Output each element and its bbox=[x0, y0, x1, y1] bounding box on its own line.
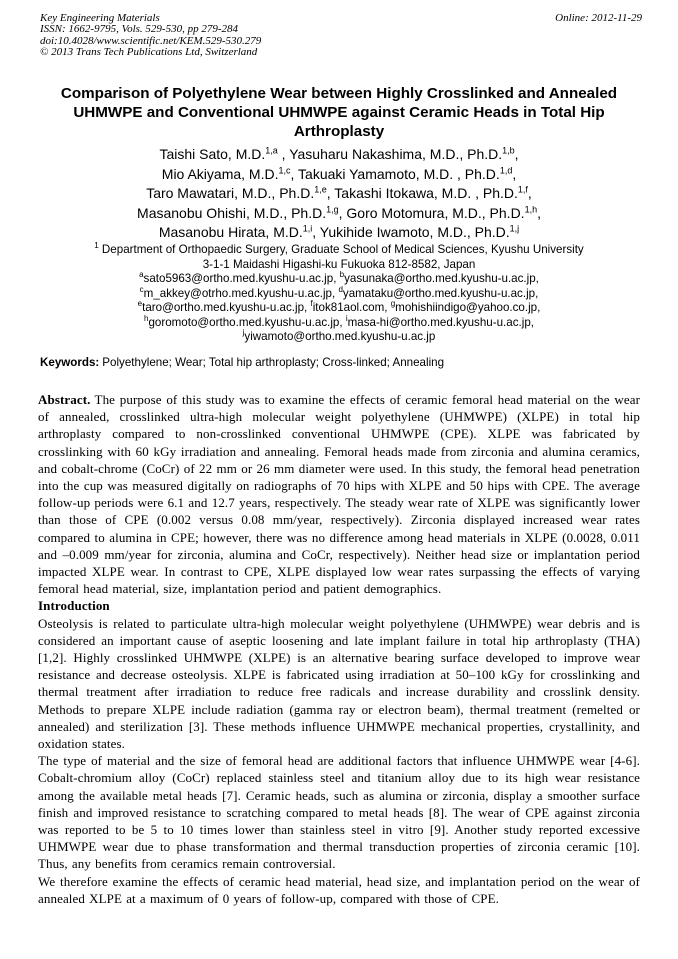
introduction-paragraph-2: The type of material and the size of femoral head are additional factors that influence UHMWPE wear [4-6]. Cobalt-chromium alloy (CoCr) replaced stainless steel and titanium alloy due to its high wear resistance among the available metal heads [7]. Ceramic heads, such as alumina or zirconia, display a smoother surface finish and improved resistance to scratching compared to metal heads [8]. The wear of CPE against zirconia was reported to be 5 to 10 times lower than stainless steel in vitro [9]. Another study reported excessive UHMWPE wear due to phase transformation and thermal transduction properties of zirconia ceramic [10]. Thus, any benefits from ceramics remain controversial. bbox=[38, 753, 640, 872]
abstract-label: Abstract. bbox=[38, 392, 91, 407]
section-heading-introduction: Introduction bbox=[38, 598, 110, 614]
copyright-line: © 2013 Trans Tech Publications Ltd, Switzerland bbox=[40, 45, 258, 58]
email-line: $^a$sato5963@ortho.med.kyushu-u.ac.jp, $^b$yasunaka@ortho.med.kyushu-u.ac.jp, bbox=[139, 270, 539, 285]
page-header bbox=[40, 13, 642, 58]
doi-line: doi:10.4028/www.scientific.net/KEM.529-530.279 bbox=[40, 34, 262, 47]
email-line: $^e$taro@ortho.med.kyushu-u.ac.jp, $^f$itok81aol.com, $^g$mohishiindigo@yahoo.co.jp, bbox=[137, 299, 541, 314]
email-line: $^h$goromoto@ortho.med.kyushu-u.ac.jp, $^i$masa-hi@ortho.med.kyushu-u.ac.jp, bbox=[143, 313, 534, 329]
article-body bbox=[38, 391, 640, 907]
paper-title: Comparison of Polyethylene Wear between Highly Crosslinked and Annealed UHMWPE and Conventional UHMWPE against Ceramic Heads in Total Hip Arthroplasty bbox=[60, 85, 618, 141]
keywords-text: Polyethylene; Wear; Total hip arthroplasty; Cross-linked; Annealing bbox=[102, 356, 445, 369]
author-line: Masanobu Ohishi, M.D., Ph.D.$^{1,g}$, Goro Motomura, M.D., Ph.D.$^{1,h}$, bbox=[137, 204, 541, 221]
keywords-label: Keywords: bbox=[40, 356, 100, 369]
author-line: Taishi Sato, M.D.$^{1,a}$ , Yasuharu Nakashima, M.D., Ph.D.$^{1,b}$, bbox=[159, 145, 519, 162]
online-date: Online: 2012-11-29 bbox=[555, 12, 642, 24]
issn-line: ISSN: 1662-9795, Vols. 529-530, pp 279-284 bbox=[40, 23, 238, 36]
author-list bbox=[30, 145, 648, 243]
keywords-line bbox=[40, 356, 642, 370]
journal-name: Key Engineering Materials bbox=[40, 12, 160, 24]
abstract-paragraph bbox=[38, 391, 640, 597]
author-line: Taro Mawatari, M.D., Ph.D.$^{1,e}$, Takashi Itokawa, M.D. , Ph.D.$^{1,f}$, bbox=[146, 184, 532, 202]
abstract-text: The purpose of this study was to examine the effects of ceramic femoral head material on the wear of annealed, crosslinked ultra-high molecular weight polyethylene (UHMWPE) (XLPE) in total hip arthroplasty compared to non-crosslinked conventional UHMWPE (CPE). XLPE was fabricated by crosslinking with 60 kGy irradiation and annealing. Femoral heads made from zirconia and alumina ceramics, and cobalt-chrome (CoCr) of 22 mm or 26 mm diameter were used. In this study, the femoral head penetration into the cup was measured digitally on radiographs of 70 hips with XLPE and 50 hips with CPE. The average follow-up periods were 6.1 and 12.7 years, respectively. The steady wear rate of XLPE was significantly lower than those of CPE (0.002 versus 0.08 mm/year, respectively). Zirconia displayed increased wear rates compared to alumina in CPE; however, there was no difference among head materials in XLPE (0.0028, 0.011 and –0.009 mm/year for zirconia, alumina and CoCr, respectively). Neither head size or implantation period impacted XLPE wear. In contrast to CPE, XLPE displayed low wear rates surpassing the effects of varying femoral head material, size, implantation period and patient demographics. bbox=[38, 392, 640, 597]
author-line: Masanobu Hirata, M.D.$^{1,i}$, Yukihide Iwamoto, M.D., Ph.D.$^{1,j}$ bbox=[158, 223, 520, 241]
header-left-block bbox=[40, 13, 261, 58]
email-line: $^j$yiwamoto@ortho.med.kyushu-u.ac.jp bbox=[242, 328, 436, 343]
email-line: $^c$m_akkey@otrho.med.kyushu-u.ac.jp, $^d$yamataku@ortho.med.kyushu-u.ac.jp, bbox=[139, 284, 539, 300]
affiliation-address-line: 3-1-1 Maidashi Higashi-ku Fukuoka 812-8582, Japan bbox=[202, 257, 476, 271]
author-line: Mio Akiyama, M.D.$^{1,c}$, Takuaki Yamamoto, M.D. , Ph.D.$^{1,d}$, bbox=[161, 164, 517, 182]
affiliation-line: $^1$ Department of Orthopaedic Surgery, Graduate School of Medical Sciences, Kyushu University bbox=[94, 241, 584, 256]
affiliation-block bbox=[30, 243, 648, 345]
introduction-paragraph-1: Osteolysis is related to particulate ultra-high molecular weight polyethylene (UHMWPE) wear debris and is considered an important cause of aseptic loosening and late implant failure in total hip arthroplasty (THA) [1,2]. Highly crosslinked UHMWPE (XLPE) is an alternative bearing surface developed to improve wear resistance and decrease osteolysis. XLPE is fabricated using irradiation at 50–100 kGy for crosslinking and thermal treatment after irradiation to reduce free radicals and increase durability and crosslink density. Methods to prepare XLPE include radiation (gamma ray or electron beam), thermal treatment (remelted or annealed) and sterilization [3]. These methods influence UHMWPE mechanical properties, crystallinity, and oxidation states. bbox=[38, 615, 640, 752]
introduction-paragraph-3: We therefore examine the effects of ceramic head material, head size, and implantation period on the wear of annealed XLPE at a maximum of 0 years of follow-up, compared with those of CPE. bbox=[38, 873, 640, 906]
